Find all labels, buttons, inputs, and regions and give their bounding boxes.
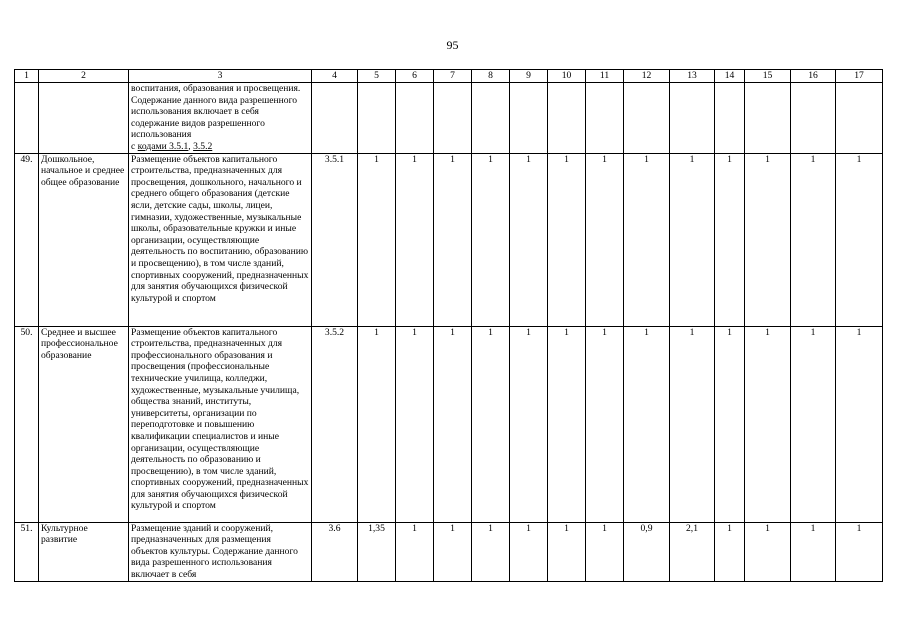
row-value <box>745 83 791 154</box>
row-value: 1 <box>548 522 586 581</box>
row-value: 1 <box>745 522 791 581</box>
row-value <box>396 83 434 154</box>
row-value <box>548 83 586 154</box>
row-value: 1 <box>791 326 836 522</box>
row-value: 1 <box>586 522 624 581</box>
row-value: 1 <box>791 153 836 326</box>
row-value: 1 <box>836 153 883 326</box>
row-value: 1 <box>434 326 472 522</box>
row-value: 1 <box>548 153 586 326</box>
row-value: 1 <box>434 153 472 326</box>
description-separator: , <box>188 140 194 152</box>
land-use-table <box>14 69 883 582</box>
description-prefix: с <box>131 140 138 152</box>
row-code: 3.5.1 <box>312 153 358 326</box>
row-value <box>715 83 745 154</box>
col-header-17: 17 <box>836 70 883 83</box>
table-row <box>15 522 883 581</box>
col-header-10: 10 <box>548 70 586 83</box>
row-value <box>624 83 670 154</box>
row-description: Размещение объектов капитального строительства, предназначенных для просвещения, дошкольного, начального и среднего общего образования (детские ясли, детские сады, школы, лицеи, гимназии, художественные, музыкальные школы, образовательные кружки и иные организации, осуществляющие деятельность по воспитанию, образованию и просвещению), в том числе зданий, спортивных сооружений, предназначенных для занятия обучающихся физической культурой и спортом <box>129 153 312 326</box>
row-value: 1 <box>472 522 510 581</box>
row-value: 1 <box>624 153 670 326</box>
col-header-6: 6 <box>396 70 434 83</box>
row-code: 3.5.2 <box>312 326 358 522</box>
row-description: Размещение объектов капитального строительства, предназначенных для профессионального образования и просвещения (профессиональные технические училища, колледжи, художественные, музыкальные училища, общества знаний, институты, университеты, организации по переподготовке и повышению квалификации специалистов и иные организации, осуществляющие деятельность по образованию и просвещению), в том числе зданий, спортивных сооружений, предназначенных для занятия обучающихся физической культурой и спортом <box>129 326 312 522</box>
row-value: 1 <box>836 326 883 522</box>
code-link-3-5-1[interactable]: кодами 3.5.1 <box>137 140 189 152</box>
column-number-row <box>15 70 883 83</box>
col-header-14: 14 <box>715 70 745 83</box>
row-value: 1 <box>745 326 791 522</box>
row-description <box>129 83 312 154</box>
table-row <box>15 326 883 522</box>
table-row <box>15 83 883 154</box>
col-header-8: 8 <box>472 70 510 83</box>
row-value: 0,9 <box>624 522 670 581</box>
col-header-3: 3 <box>129 70 312 83</box>
col-header-13: 13 <box>670 70 715 83</box>
row-value: 1 <box>472 153 510 326</box>
row-value: 1 <box>715 522 745 581</box>
description-text: воспитания, образования и просвещения. Содержание данного вида разрешенного использования включает в себя содержание видов разрешенного использования <box>131 83 301 141</box>
row-description: Размещение зданий и сооружений, предназначенных для размещения объектов культуры. Содержание данного вида разрешенного использования включает в себя <box>129 522 312 581</box>
row-value <box>510 83 548 154</box>
col-header-15: 15 <box>745 70 791 83</box>
row-number: 50. <box>15 326 39 522</box>
row-value: 1 <box>434 522 472 581</box>
row-value <box>434 83 472 154</box>
row-value: 1 <box>396 153 434 326</box>
row-value <box>358 83 396 154</box>
row-name: Дошкольное, начальное и среднее общее образование <box>39 153 129 326</box>
page-number: 95 <box>446 38 459 52</box>
row-name <box>39 83 129 154</box>
row-value: 1 <box>586 153 624 326</box>
col-header-11: 11 <box>586 70 624 83</box>
row-code <box>312 83 358 154</box>
row-value: 1 <box>836 522 883 581</box>
col-header-1: 1 <box>15 70 39 83</box>
row-value: 1 <box>510 326 548 522</box>
col-header-2: 2 <box>39 70 129 83</box>
row-value <box>586 83 624 154</box>
row-value: 1 <box>670 326 715 522</box>
row-value <box>472 83 510 154</box>
row-value: 1 <box>670 153 715 326</box>
row-value: 1,35 <box>358 522 396 581</box>
row-value <box>836 83 883 154</box>
row-value: 1 <box>358 153 396 326</box>
row-code: 3.6 <box>312 522 358 581</box>
row-value <box>791 83 836 154</box>
row-value: 1 <box>745 153 791 326</box>
row-value: 1 <box>624 326 670 522</box>
row-value: 1 <box>396 522 434 581</box>
row-number <box>15 83 39 154</box>
col-header-5: 5 <box>358 70 396 83</box>
col-header-4: 4 <box>312 70 358 83</box>
row-value: 1 <box>472 326 510 522</box>
row-value: 1 <box>396 326 434 522</box>
row-value: 1 <box>715 153 745 326</box>
row-value <box>670 83 715 154</box>
col-header-12: 12 <box>624 70 670 83</box>
row-name: Среднее и высшее профессиональное образование <box>39 326 129 522</box>
col-header-7: 7 <box>434 70 472 83</box>
row-number: 49. <box>15 153 39 326</box>
code-link-3-5-2[interactable]: 3.5.2 <box>193 140 213 152</box>
row-value: 1 <box>358 326 396 522</box>
row-value: 1 <box>791 522 836 581</box>
row-value: 1 <box>715 326 745 522</box>
row-value: 1 <box>586 326 624 522</box>
row-number: 51. <box>15 522 39 581</box>
row-value: 1 <box>510 153 548 326</box>
col-header-16: 16 <box>791 70 836 83</box>
row-name: Культурное развитие <box>39 522 129 581</box>
table-row <box>15 153 883 326</box>
row-value: 1 <box>548 326 586 522</box>
col-header-9: 9 <box>510 70 548 83</box>
row-value: 1 <box>510 522 548 581</box>
row-value: 2,1 <box>670 522 715 581</box>
